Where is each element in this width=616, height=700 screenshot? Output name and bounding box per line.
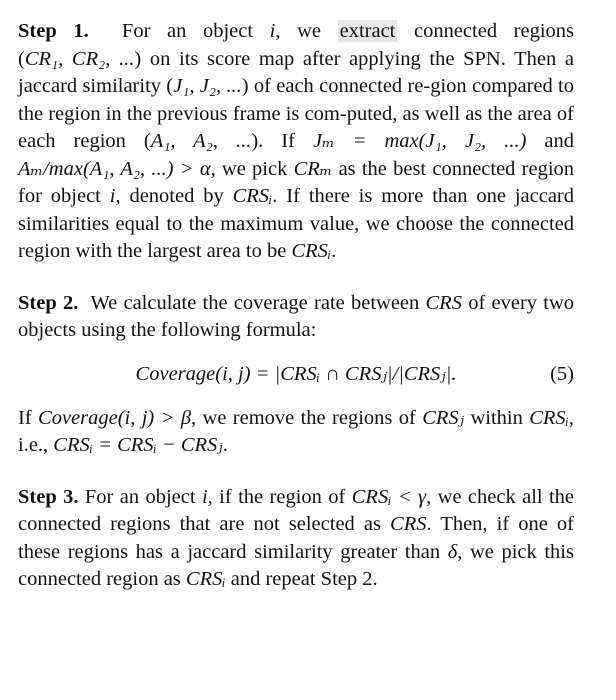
step1-text-3: connected regions ( xyxy=(18,20,575,70)
math-jm-equation: Jₘ = max(J₁, J₂, ...) xyxy=(312,130,527,152)
step3-text-3: , we check all the connected regions that are not selected as xyxy=(18,485,575,535)
math-a-list: A₁, A₂, ... xyxy=(150,130,252,152)
math-crs: CRS xyxy=(425,291,462,314)
math-cr-list: CR₁, CR₂, ... xyxy=(24,47,135,70)
step1-text-12: . xyxy=(331,240,337,262)
step2-paragraph xyxy=(18,290,574,345)
math-crs-2: CRS xyxy=(390,513,427,535)
equation-number: (5) xyxy=(550,362,574,385)
step2b-text-1: If xyxy=(18,406,32,429)
step1-text-7: and xyxy=(544,130,575,152)
math-crsi: CRSᵢ xyxy=(232,185,273,207)
math-object-i-2: i xyxy=(109,185,116,207)
step3-paragraph xyxy=(18,484,574,594)
step2b-text-5: . xyxy=(222,434,228,456)
math-crsi-4: CRSᵢ xyxy=(185,568,226,590)
math-delta: δ xyxy=(447,540,458,563)
math-crs-gamma-condition: CRSᵢ < γ xyxy=(351,485,427,508)
step1-label: Step 1. xyxy=(18,20,89,42)
equation-row xyxy=(18,361,574,391)
step3-text-5: , we pick this connected region as xyxy=(18,540,574,590)
step2-label: Step 2. xyxy=(18,291,79,314)
step2b-text-4: , i.e., xyxy=(18,406,575,456)
step3-label: Step 3. xyxy=(18,485,79,508)
math-crs-update-equation: CRSᵢ = CRSᵢ − CRSⱼ xyxy=(53,434,223,456)
math-am-condition: Aₘ/max(A₁, A₂, ...) > α xyxy=(18,157,211,180)
highlighted-word-extract[interactable]: extract xyxy=(339,20,396,42)
step1-text-8: , we pick xyxy=(210,157,288,180)
step1-text-5: ) of each connected re-gion compared to the region in the previous frame is com-puted, as well as the area of each region ( xyxy=(18,75,574,152)
math-crsj: CRSⱼ xyxy=(422,406,465,429)
step1-text-4: ) on its score map after applying the SPN. Then a jaccard similarity ( xyxy=(18,47,574,97)
math-crsi-3: CRSᵢ xyxy=(529,406,569,429)
math-crm: CRₘ xyxy=(293,157,333,180)
step1-paragraph xyxy=(18,18,574,266)
coverage-equation: Coverage(i, j) = |CRSᵢ ∩ CRSⱼ|/|CRSⱼ|. xyxy=(135,362,457,385)
step2-text-2: of every two objects using the following formula: xyxy=(18,291,574,341)
step1-text-10: , denoted by xyxy=(115,185,224,207)
step1-text-9: as the best connected region for object xyxy=(18,157,575,207)
step1-text-6: ). If xyxy=(251,130,295,152)
step2-continuation-paragraph xyxy=(18,405,574,460)
step2b-text-3: within xyxy=(470,406,523,429)
step3-text-1: For an object xyxy=(84,485,196,508)
step1-text-11: . If there is more than one jaccard similarities equal to the maximum value, we choose the connected region with the largest area to be xyxy=(18,185,574,262)
math-crsi-2: CRSᵢ xyxy=(291,240,332,262)
step1-text-1: For an object xyxy=(121,20,254,42)
step2b-text-2: , we remove the regions of xyxy=(191,406,416,429)
step3-text-4: . Then, if one of these regions has a jaccard similarity greater than xyxy=(18,513,574,563)
paper-page xyxy=(18,18,574,594)
math-j-list: J₁, J₂, ... xyxy=(173,75,242,97)
step3-text-2: , if the region of xyxy=(207,485,346,508)
paragraph-gap-2 xyxy=(18,460,574,484)
math-object-i: i xyxy=(269,20,276,42)
math-object-i-3: i xyxy=(201,485,208,508)
step2-text-1: We calculate the coverage rate between xyxy=(90,291,420,314)
step3-text-6: and repeat Step 2. xyxy=(230,568,378,590)
step1-text-2: , we xyxy=(275,20,321,42)
math-coverage-condition: Coverage(i, j) > β xyxy=(38,406,192,429)
paragraph-gap xyxy=(18,266,574,290)
